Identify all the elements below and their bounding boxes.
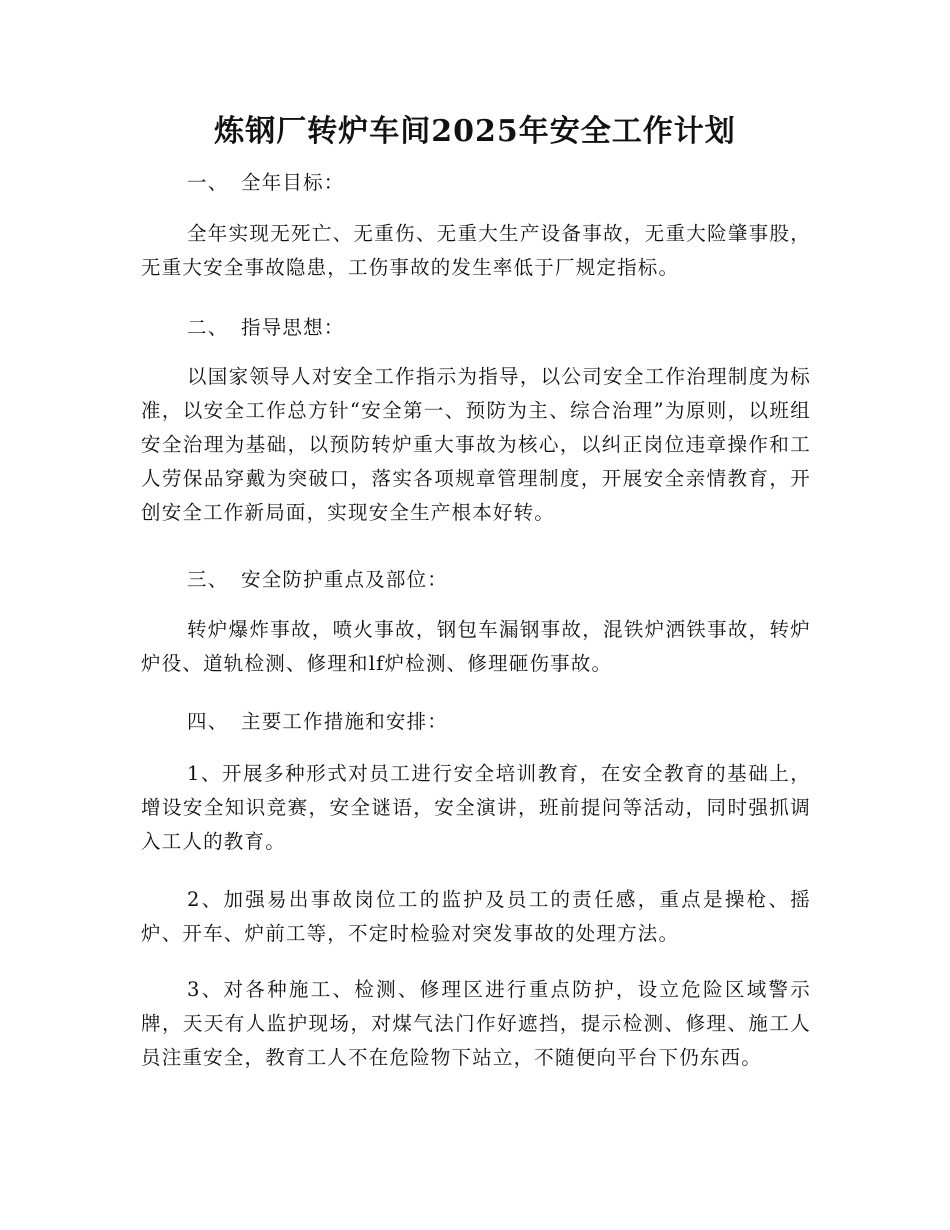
- paragraph: 1、开展多种形式对员工进行安全培训教育，在安全教育的基础上，增设安全知识竞赛，安全谜语，安全演讲，班前提问等活动，同时强抓调入工人的教育。: [141, 762, 811, 853]
- section-body-3: [141, 613, 811, 681]
- section-body-4-item-1: [141, 757, 811, 859]
- section-heading-text: 全年目标：: [241, 171, 345, 194]
- paragraph: 2、加强易出事故岗位工的监护及员工的责任感，重点是操枪、摇炉、开车、炉前工等，不定时检验对突发事故的处理方法。: [141, 888, 811, 945]
- section-heading-1: [187, 166, 345, 200]
- section-body-4-item-2: [141, 883, 811, 951]
- section-number: 四、: [187, 710, 229, 733]
- section-heading-text: 主要工作措施和安排：: [241, 710, 449, 733]
- paragraph: 转炉爆炸事故，喷火事故，钢包车漏钢事故，混铁炉洒铁事故，转炉炉役、道轨检测、修理和lf炉检测、修理砸伤事故。: [141, 618, 811, 675]
- section-heading-text: 安全防护重点及部位：: [241, 568, 449, 591]
- section-number: 一、: [187, 171, 229, 194]
- section-number: 二、: [187, 316, 229, 339]
- section-number: 三、: [187, 568, 229, 591]
- section-heading-3: [187, 563, 448, 597]
- section-heading-text: 指导思想：: [241, 316, 345, 339]
- section-body-1: [141, 217, 811, 285]
- paragraph: 以国家领导人对安全工作指示为指导，以公司安全工作治理制度为标准，以安全工作总方针“安全第一、预防为主、综合治理”为原则，以班组安全治理为基础，以预防转炉重大事故为核心，以纠正岗位违章操作和工人劳保品穿戴为突破口，落实各项规章管理制度，开展安全亲情教育，开创安全工作新局面，实现安全生产根本好转。: [141, 365, 811, 524]
- paragraph: 3、对各种施工、检测、修理区进行重点防护，设立危险区域警示牌，天天有人监护现场，对煤气法门作好遮挡，提示检测、修理、施工人员注重安全，教育工人不在危险物下站立，不随便向平台下仍东西。: [141, 978, 811, 1069]
- section-heading-4: [187, 705, 448, 739]
- section-body-2: [141, 360, 811, 530]
- section-heading-2: [187, 311, 345, 345]
- document-title: 炼钢厂转炉车间2025年安全工作计划: [214, 114, 736, 149]
- paragraph: 全年实现无死亡、无重伤、无重大生产设备事故，无重大险肇事股，无重大安全事故隐患，工伤事故的发生率低于厂规定指标。: [141, 222, 811, 279]
- section-body-4-item-3: [141, 973, 811, 1075]
